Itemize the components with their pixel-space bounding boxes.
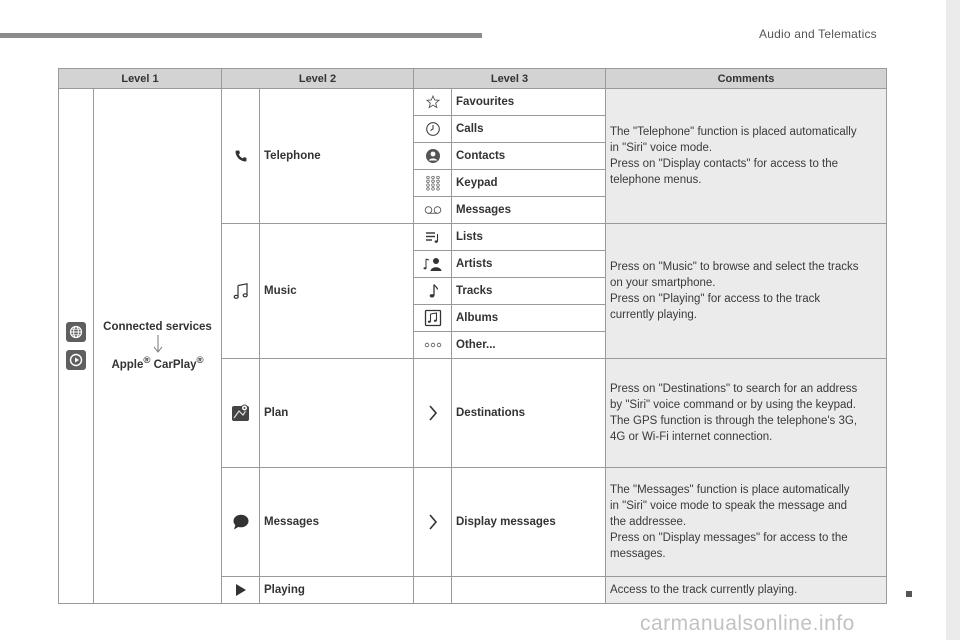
calls-icon-cell	[414, 116, 452, 143]
artists-label: Artists	[452, 251, 606, 278]
plan-icon-cell	[222, 359, 260, 468]
connected-services-table	[58, 68, 887, 604]
arrow-down-icon	[153, 335, 163, 353]
other-icon-cell	[414, 332, 452, 359]
contacts-icon-cell	[414, 143, 452, 170]
album-icon	[424, 309, 442, 327]
telephone-messages-label: Messages	[452, 197, 606, 224]
artist-icon	[423, 256, 443, 272]
more-icon	[424, 342, 442, 348]
header-rule	[0, 33, 482, 38]
level1-label-cell	[94, 89, 222, 604]
tracks-label: Tracks	[452, 278, 606, 305]
telephone-icon-cell	[222, 89, 260, 224]
comment-line: in "Siri" voice mode.	[610, 142, 713, 154]
section-title: Audio and Telematics	[759, 27, 877, 41]
messages-label: Messages	[260, 468, 414, 577]
telephone-label: Telephone	[260, 89, 414, 224]
column-header-level-1: Level 1	[59, 69, 222, 89]
comment-line: telephone menus.	[610, 174, 702, 186]
star-icon	[426, 95, 440, 109]
chevron-right-icon	[428, 404, 438, 422]
tracks-icon-cell	[414, 278, 452, 305]
lists-icon-cell	[414, 224, 452, 251]
column-header-comments: Comments	[606, 69, 887, 89]
keypad-icon-cell	[414, 170, 452, 197]
music-note-icon	[232, 282, 250, 300]
clock-icon	[425, 121, 441, 137]
empty-cell	[452, 577, 606, 604]
destinations-icon-cell	[414, 359, 452, 468]
empty-cell	[414, 577, 452, 604]
playing-comment: Access to the track currently playing.	[606, 577, 887, 604]
messages-main-icon-cell	[222, 468, 260, 577]
comment-line: in "Siri" voice mode to speak the message and	[610, 500, 848, 512]
page-edge-strip	[946, 0, 960, 640]
other-label: Other...	[452, 332, 606, 359]
destinations-label: Destinations	[452, 359, 606, 468]
comment-line: Press on "Display contacts" for access to the	[610, 158, 839, 170]
comment-line: Press on "Display messages" for access to the	[610, 532, 848, 544]
page-marker	[906, 591, 912, 597]
comment-line: Press on "Destinations" to search for an address	[610, 383, 858, 395]
table-row	[59, 89, 887, 116]
playlist-icon	[425, 230, 441, 244]
plan-label: Plan	[260, 359, 414, 468]
favourites-icon-cell	[414, 89, 452, 116]
display-messages-icon-cell	[414, 468, 452, 577]
comment-line: The "Telephone" function is placed automatically	[610, 126, 857, 138]
registered-mark: ®	[143, 355, 151, 367]
lists-label: Lists	[452, 224, 606, 251]
map-icon	[231, 403, 251, 423]
music-icon-cell	[222, 224, 260, 359]
comment-line: the addressee.	[610, 516, 687, 528]
speech-bubble-icon	[232, 513, 250, 531]
comment-line: The GPS function is through the telephone's 3G,	[610, 415, 858, 427]
display-messages-label: Display messages	[452, 468, 606, 577]
watermark: carmanualsonline.info	[640, 612, 855, 635]
comment-line: currently playing.	[610, 309, 697, 321]
comment-line: by "Siri" voice command or by using the keypad.	[610, 399, 856, 411]
comment-line: Press on "Playing" for access to the track	[610, 293, 821, 305]
keypad-label: Keypad	[452, 170, 606, 197]
carplay-icon	[66, 350, 86, 370]
chevron-right-icon	[428, 513, 438, 531]
globe-icon	[66, 322, 86, 342]
column-header-level-3: Level 3	[414, 69, 606, 89]
carplay-text: CarPlay	[150, 358, 197, 371]
messages-icon-cell	[414, 197, 452, 224]
contacts-label: Contacts	[452, 143, 606, 170]
plan-comment	[606, 359, 887, 468]
comment-line: on your smartphone.	[610, 277, 716, 289]
level1-icons-cell	[59, 89, 94, 604]
keypad-icon	[425, 175, 441, 191]
playing-icon-cell	[222, 577, 260, 604]
contact-icon	[425, 148, 441, 164]
favourites-label: Favourites	[452, 89, 606, 116]
table-header-row	[59, 69, 887, 89]
playing-label: Playing	[260, 577, 414, 604]
column-header-level-2: Level 2	[222, 69, 414, 89]
albums-label: Albums	[452, 305, 606, 332]
connected-services-label: Connected services	[103, 321, 212, 334]
apple-carplay-label	[98, 355, 217, 371]
comment-line: messages.	[610, 548, 666, 560]
music-label: Music	[260, 224, 414, 359]
messages-comment	[606, 468, 887, 577]
albums-icon-cell	[414, 305, 452, 332]
registered-mark: ®	[196, 355, 204, 367]
comment-line: Press on "Music" to browse and select the tracks	[610, 261, 859, 273]
voicemail-icon	[424, 205, 442, 215]
artists-icon-cell	[414, 251, 452, 278]
apple-text: Apple	[111, 358, 144, 371]
calls-label: Calls	[452, 116, 606, 143]
telephone-comment	[606, 89, 887, 224]
play-icon	[235, 583, 247, 597]
phone-icon	[234, 149, 248, 163]
comment-line: The "Messages" function is place automatically	[610, 484, 850, 496]
music-comment	[606, 224, 887, 359]
note-icon	[427, 283, 439, 299]
comment-line: 4G or Wi-Fi internet connection.	[610, 431, 773, 443]
